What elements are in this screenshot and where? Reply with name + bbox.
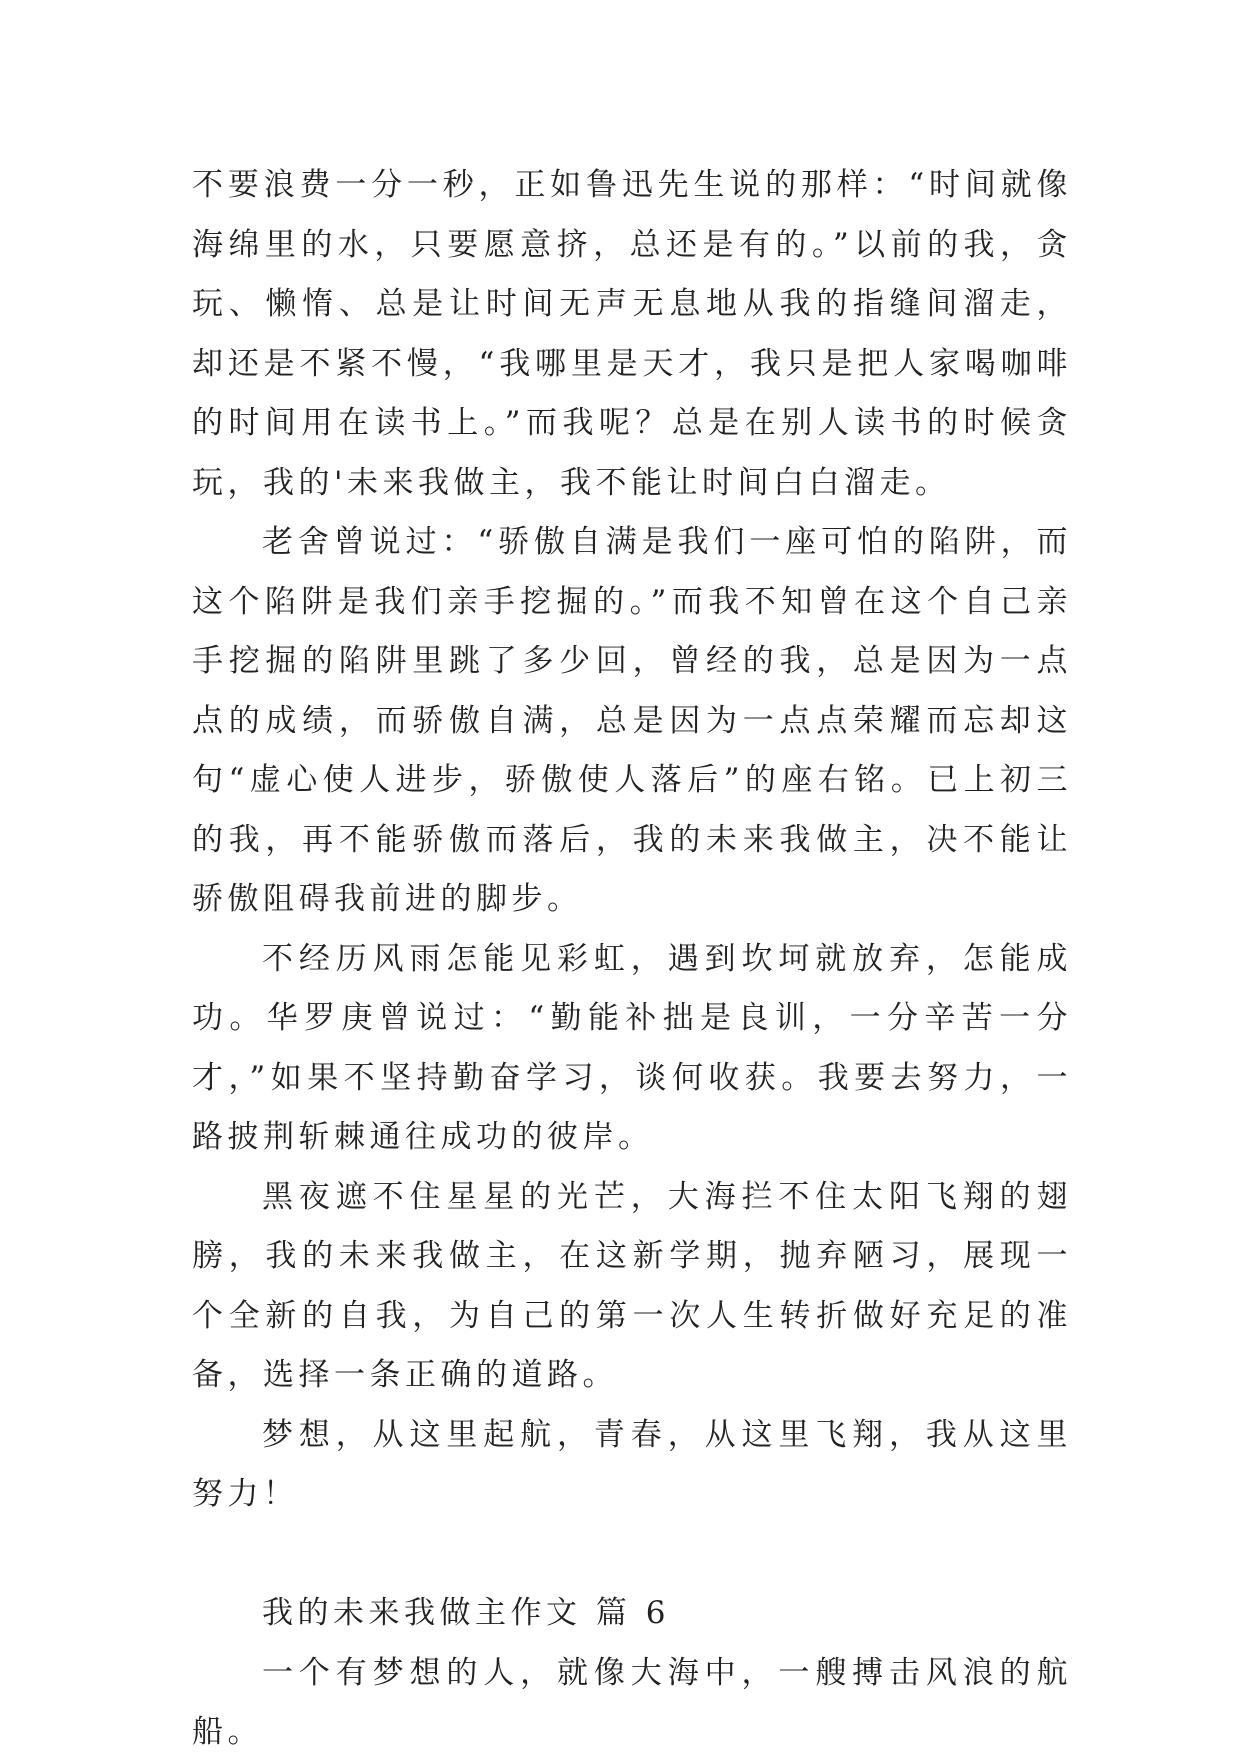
section-spacer xyxy=(192,1525,1072,1585)
section-title: 我的未来我做主作文 篇 6 xyxy=(262,1595,670,1631)
paragraph-dream: 梦想，从这里起航，青春，从这里飞翔，我从这里努力！ xyxy=(192,1416,1072,1512)
paragraph-continued: 不要浪费一分一秒，正如鲁迅先生说的那样：“时间就像海绵里的水，只要愿意挤，总还是有的。”以前的我，贪玩、懒惰、总是让时间无声无息地从我的指缝间溜走，却还是不紧不慢，“我哪里是天才，我只是把人家喝咖啡的时间用在读书上。”而我呢？总是在别人读书的时候贪玩，我的'未来我做主，我不能让时间白白溜走。 xyxy=(192,167,1072,501)
paragraph-first-line: 一个有梦想的人，就像大海中，一艘搏击风浪的航船。 xyxy=(192,1654,1072,1750)
document-body xyxy=(192,156,1072,1763)
paragraph-night-stars: 黑夜遮不住星星的光芒，大海拦不住太阳飞翔的翅膀，我的未来我做主，在这新学期，抛弃陋习，展现一个全新的自我，为自己的第一次人生转折做好充足的准备，选择一条正确的道路。 xyxy=(192,1178,1072,1393)
paragraph-rainbow: 不经历风雨怎能见彩虹，遇到坎坷就放弃，怎能成功。华罗庚曾说过：“勤能补拙是良训，一分辛苦一分才，”如果不坚持勤奋学习，谈何收获。我要去努力，一路披荆斩棘通往成功的彼岸。 xyxy=(192,940,1072,1155)
paragraph-laoshe: 老舍曾说过：“骄傲自满是我们一座可怕的陷阱，而这个陷阱是我们亲手挖掘的。”而我不知曾在这个自己亲手挖掘的陷阱里跳了多少回，曾经的我，总是因为一点点的成绩，而骄傲自满，总是因为一点点荣耀而忘却这句“虚心使人进步，骄傲使人落后”的座右铭。已上初三的我，再不能骄傲而落后，我的未来我做主，决不能让骄傲阻碍我前进的脚步。 xyxy=(192,524,1072,917)
